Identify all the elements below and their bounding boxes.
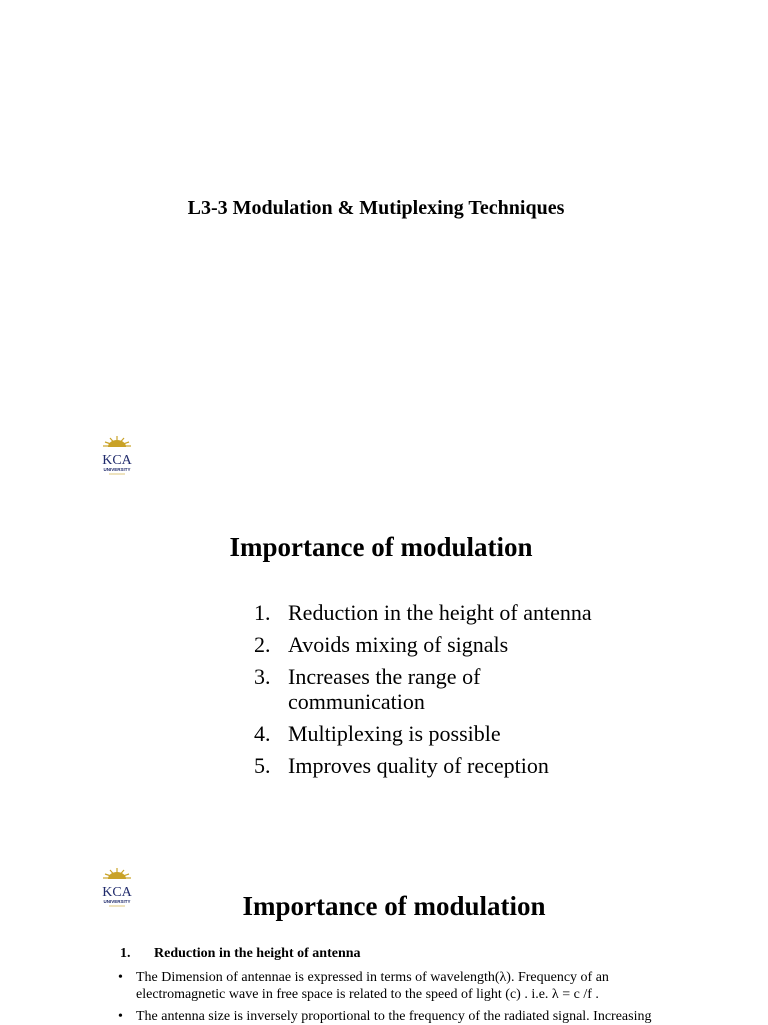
bullet-text: The Dimension of antennae is expressed in terms of wavelength(λ). Frequency of an electromagnetic wave in free space is related to the speed of light (c) . i.e. λ = c /f . [136, 970, 609, 1002]
list-text: Increases the range of communication [288, 664, 481, 714]
svg-text:UNIVERSITY: UNIVERSITY [103, 467, 131, 472]
subheading-text: Reduction in the height of antenna [154, 946, 361, 961]
svg-text:KCA: KCA [102, 885, 132, 900]
sunburst-logo-icon [99, 435, 135, 479]
kca-university-logo [99, 435, 135, 479]
bullet-point [118, 1008, 678, 1025]
bullet-icon: • [118, 970, 123, 985]
list-number: 2. [254, 632, 271, 657]
list-text: Reduction in the height of antenna [288, 600, 592, 625]
list-text: Improves quality of reception [288, 753, 549, 778]
svg-text:UNIVERSITY: UNIVERSITY [103, 899, 131, 904]
list-item [254, 753, 674, 778]
slide-heading: Importance of modulation [229, 532, 533, 562]
section-subheading [120, 946, 361, 962]
list-item [254, 721, 674, 746]
svg-text:KCA: KCA [102, 453, 132, 468]
list-text: Multiplexing is possible [288, 721, 501, 746]
importance-list [254, 600, 674, 785]
slide-heading: Importance of modulation [242, 891, 546, 921]
list-number: 1. [254, 600, 271, 625]
bullet-text: The antenna size is inversely proportional to the frequency of the radiated signal. Increasing [136, 1009, 652, 1024]
list-item [254, 600, 674, 625]
list-text: Avoids mixing of signals [288, 632, 509, 657]
bullet-point [118, 969, 678, 1003]
bullet-icon: • [118, 1009, 123, 1024]
list-item [254, 632, 674, 657]
list-number: 3. [254, 664, 271, 689]
list-number: 4. [254, 721, 271, 746]
document-title: L3-3 Modulation & Mutiplexing Techniques [187, 197, 565, 219]
list-item [254, 664, 528, 714]
subheading-number: 1. [120, 946, 131, 961]
list-number: 5. [254, 753, 271, 778]
